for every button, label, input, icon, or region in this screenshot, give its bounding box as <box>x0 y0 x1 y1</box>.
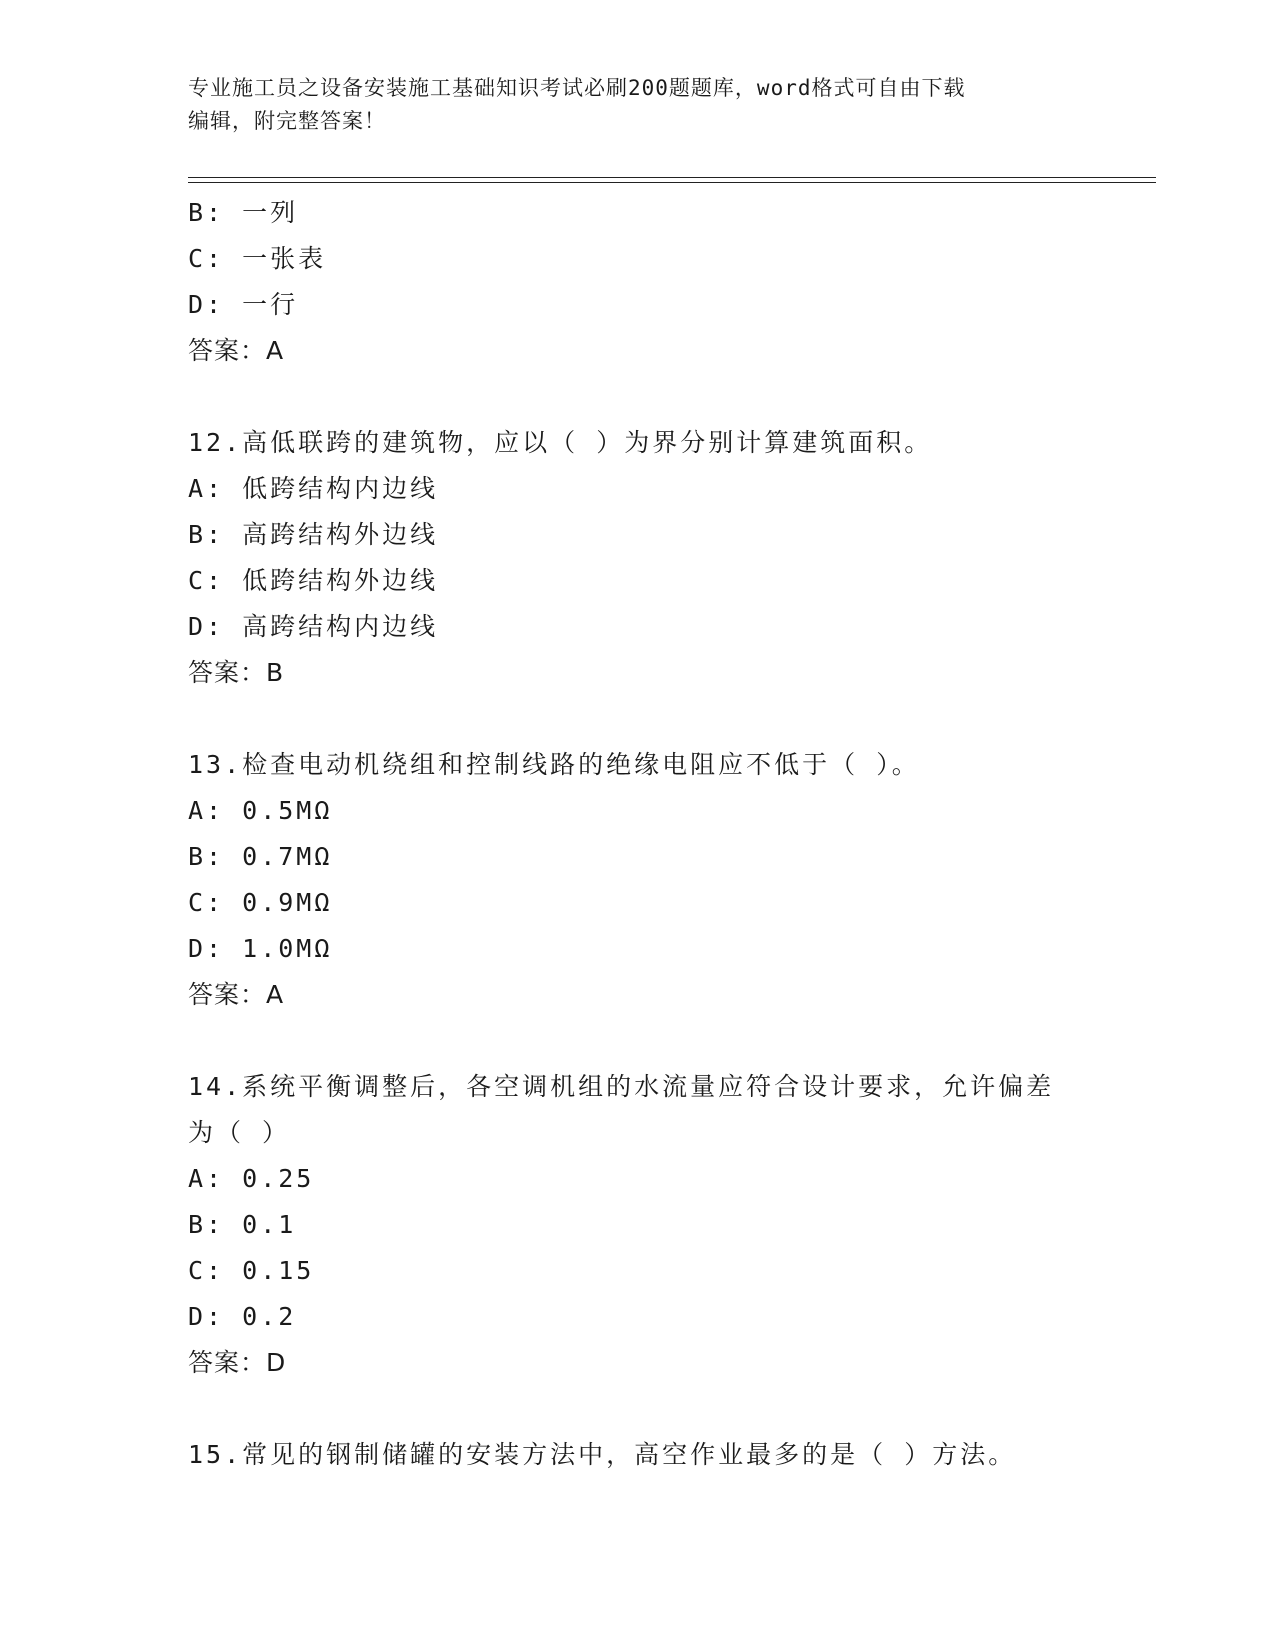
option-c: C: 0.9MΩ <box>188 888 333 917</box>
option-d: D: 1.0MΩ <box>188 934 333 963</box>
option-d: D: 一行 <box>188 290 299 319</box>
header-divider-bottom <box>188 182 1156 183</box>
option-a: A: 0.25 <box>188 1164 315 1193</box>
option-a: A: 低跨结构内边线 <box>188 474 439 503</box>
header-title-line-2: 编辑，附完整答案！ <box>188 109 386 133</box>
option-d: D: 0.2 <box>188 1302 297 1331</box>
option-c: C: 低跨结构外边线 <box>188 566 439 595</box>
answer-text: 答案：B <box>188 658 285 687</box>
option-b: B: 一列 <box>188 198 299 227</box>
answer-text: 答案：D <box>188 1348 287 1377</box>
question-block-11 <box>188 190 1148 374</box>
option-a: A: 0.5MΩ <box>188 796 333 825</box>
question-content <box>188 190 1148 1478</box>
question-block-12 <box>188 420 1148 696</box>
option-d: D: 高跨结构内边线 <box>188 612 439 641</box>
spacer <box>188 1386 1148 1432</box>
answer-text: 答案：A <box>188 980 285 1009</box>
question-block-15 <box>188 1432 1148 1478</box>
header-divider-top <box>188 177 1156 178</box>
option-b: B: 0.7MΩ <box>188 842 333 871</box>
question-text: 15.常见的钢制储罐的安装方法中，高空作业最多的是（ ）方法。 <box>188 1440 1017 1469</box>
option-b: B: 0.1 <box>188 1210 297 1239</box>
question-text-line-2: 为（ ） <box>188 1118 291 1147</box>
question-text-line-1: 14.系统平衡调整后，各空调机组的水流量应符合设计要求，允许偏差 <box>188 1072 1055 1101</box>
option-c: C: 一张表 <box>188 244 327 273</box>
spacer <box>188 696 1148 742</box>
question-block-13 <box>188 742 1148 1018</box>
spacer <box>188 374 1148 420</box>
option-b: B: 高跨结构外边线 <box>188 520 439 549</box>
question-text: 13.检查电动机绕组和控制线路的绝缘电阻应不低于（ ）。 <box>188 750 920 779</box>
option-c: C: 0.15 <box>188 1256 315 1285</box>
question-text: 12.高低联跨的建筑物，应以（ ）为界分别计算建筑面积。 <box>188 428 933 457</box>
spacer <box>188 1018 1148 1064</box>
question-block-14 <box>188 1064 1148 1386</box>
header-title-line-1: 专业施工员之设备安装施工基础知识考试必刷200题题库，word格式可自由下载 <box>188 76 966 100</box>
document-header <box>188 72 1088 138</box>
answer-text: 答案：A <box>188 336 285 365</box>
